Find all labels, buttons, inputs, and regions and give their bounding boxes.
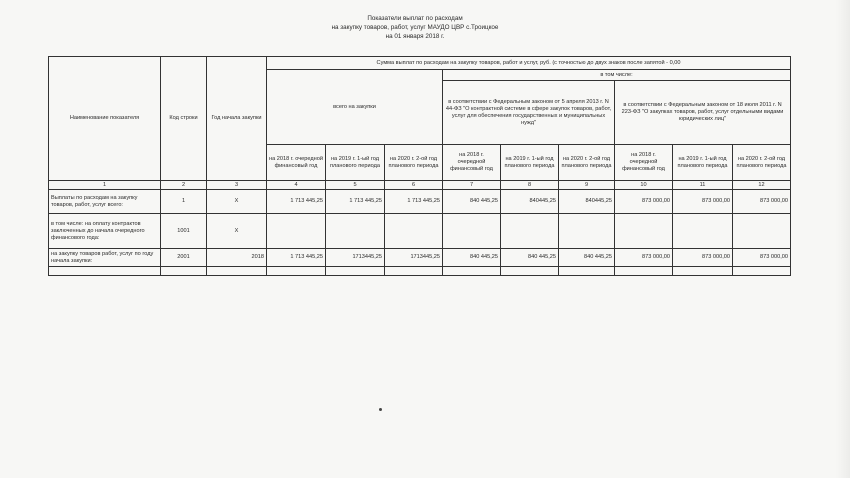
empty-cell [385,267,443,276]
column-number: 4 [267,181,326,190]
header-sum-group: Сумма выплат по расходам на закупку товаров, работ и услуг, руб. (с точностью до двух знаков после запятой - 0,00 [267,57,791,70]
empty-cell [267,267,326,276]
value-cell: 1 713 445,25 [267,249,326,267]
value-cell: 873 000,00 [615,249,673,267]
value-cell: 1 713 445,25 [267,190,326,214]
value-cell [326,214,385,249]
sub-223fz-2019: на 2019 г. 1-ый год планового периода [673,145,733,181]
column-number: 9 [559,181,615,190]
column-number-row [49,181,791,190]
table-row [49,190,791,214]
row-code: 1001 [161,214,207,249]
header-code: Код строки [161,57,207,181]
column-number: 8 [501,181,559,190]
payments-table [48,56,791,276]
value-cell: 873 000,00 [673,249,733,267]
column-number: 5 [326,181,385,190]
value-cell: 840 445,25 [559,249,615,267]
title-line-3: на 01 января 2018 г. [385,33,445,40]
empty-cell [443,267,501,276]
sub-44fz-2018: на 2018 г. очередной финансовый год [443,145,501,181]
value-cell [385,214,443,249]
empty-cell [615,267,673,276]
page-edge-shadow [836,0,850,478]
value-cell [673,214,733,249]
empty-cell [161,267,207,276]
empty-cell [733,267,791,276]
value-cell: 840 445,25 [443,249,501,267]
empty-cell [49,267,161,276]
column-number: 6 [385,181,443,190]
title-line-2: на закупку товаров, работ, услуг МАУДО ЦВР с.Троицкое [331,24,499,31]
value-cell [733,214,791,249]
value-cell: 840 445,25 [501,249,559,267]
sub-44fz-2019: на 2019 г. 1-ый год планового периода [501,145,559,181]
sub-total-2019: на 2019 г. 1-ый год планового периода [326,145,385,181]
value-cell: 873 000,00 [673,190,733,214]
row-name: Выплаты по расходам на закупку товаров, работ, услуг всего: [49,190,161,214]
row-year: X [207,190,267,214]
table-row [49,249,791,267]
title-line-1: Показатели выплат по расходам [367,15,463,22]
sub-44fz-2020: на 2020 г. 2-ой год планового периода [559,145,615,181]
column-number: 3 [207,181,267,190]
header-name: Наименование показателя [49,57,161,181]
empty-cell [207,267,267,276]
row-name: в том числе: на оплату контрактов заключенных до начала очередного финансового года: [49,214,161,249]
row-code: 1 [161,190,207,214]
header-223fz: в соответствии с Федеральным законом от 18 июля 2011 г. N 223-ФЗ "О закупках товаров, работ, услуг отдельными видами юридических лиц" [615,81,791,145]
value-cell: 873 000,00 [733,190,791,214]
header-total: всего на закупки [267,70,443,145]
column-number: 1 [49,181,161,190]
sub-total-2018: на 2018 г. очередной финансовый год [267,145,326,181]
value-cell [501,214,559,249]
row-name: на закупку товаров работ, услуг по году начала закупки: [49,249,161,267]
column-number: 7 [443,181,501,190]
value-cell [615,214,673,249]
row-code: 2001 [161,249,207,267]
header-row-1 [49,57,791,70]
value-cell: 840 445,25 [443,190,501,214]
value-cell: 840445,25 [501,190,559,214]
column-number: 11 [673,181,733,190]
header-44fz: в соответствии с Федеральным законом от 5 апреля 2013 г. N 44-ФЗ "О контрактной системе в сфере закупок товаров, работ, услуг для обеспечения государственных и муниципальных нужд" [443,81,615,145]
value-cell [267,214,326,249]
header-including: в том числе: [443,70,791,81]
row-year: X [207,214,267,249]
empty-cell [501,267,559,276]
value-cell: 1713445,25 [385,249,443,267]
value-cell: 1 713 445,25 [385,190,443,214]
header-year: Год начала закупки [207,57,267,181]
document-title [300,14,530,41]
value-cell [559,214,615,249]
value-cell: 840445,25 [559,190,615,214]
empty-cell [326,267,385,276]
value-cell: 873 000,00 [615,190,673,214]
value-cell: 873 000,00 [733,249,791,267]
sub-223fz-2020: на 2020 г. 2-ой год планового периода [733,145,791,181]
value-cell: 1713445,25 [326,249,385,267]
column-number: 2 [161,181,207,190]
value-cell [443,214,501,249]
sub-223fz-2018: на 2018 г. очередной финансовый год [615,145,673,181]
row-year: 2018 [207,249,267,267]
sub-total-2020: на 2020 г. 2-ой год планового периода [385,145,443,181]
value-cell: 1 713 445,25 [326,190,385,214]
empty-cell [673,267,733,276]
column-number: 12 [733,181,791,190]
empty-cell [559,267,615,276]
scan-speck [379,408,382,411]
column-number: 10 [615,181,673,190]
table-row [49,214,791,249]
empty-row [49,267,791,276]
